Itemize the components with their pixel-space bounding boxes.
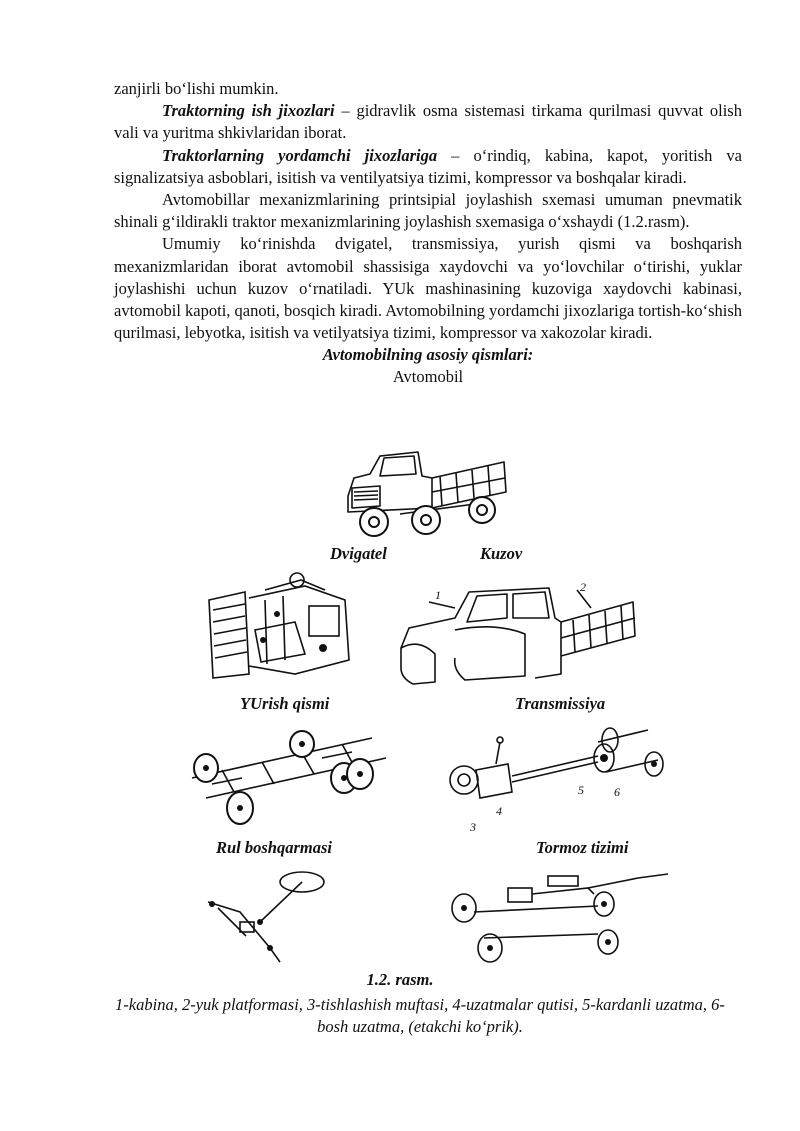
paragraph-4: Umumiy ko‘rinishda dvigatel, transmissiya, yurish qismi va boshqarish mexanizmlaridan iborat avtomobil shassisiga xaydovchi va yo‘lovchilar o‘tirishi, yuklar joylashishi uchun kuzov o‘rnatiladi. YUk mashinasining kuzoviga xaydovchi kabinasi, avtomobil kapoti, qanoti, bosqich kiradi. Avtomobilning yordamchi jixozlariga tortish-ko‘shish qurilmasi, lebyotka, isitish va vetilyatsiya tizimi, kompressor va xakozolar kiradi. (114, 234, 742, 343)
section-heading: Avtomobilning asosiy qismlari: (322, 345, 534, 365)
chassis-illustration (182, 722, 397, 832)
engine-drawing (205, 570, 365, 685)
truck-drawing (340, 448, 510, 546)
paragraph-2-lead: Traktorlarning yordamchi jixozlariga (162, 145, 438, 165)
callout-4: 4 (496, 804, 502, 818)
body-illustration (395, 578, 640, 690)
label-steering: Rul boshqarmasi (216, 838, 332, 857)
paragraph-2 (114, 145, 742, 189)
steering-drawing (200, 866, 330, 966)
label-running-gear: YUrish qismi (240, 694, 330, 713)
figure-caption-text: 1-kabina, 2-yuk platformasi, 3-tishlashish muftasi, 4-uzatmalar qutisi, 5-kardanli uzatma, 6-bosh uzatma, (etakchi ko‘prik). (115, 995, 725, 1036)
label-engine: Dvigatel (330, 544, 387, 563)
transmission-illustration (438, 722, 670, 832)
paragraph-3: Avtomobillar mexanizmlarining printsipial joylashish sxemasi umuman pnevmatik shinali g‘ildirakli traktor mexanizmlarining joylashish sxemasiga o‘xshaydi (1.2.rasm). (114, 190, 742, 232)
brake-illustration (438, 864, 678, 966)
paragraph-0: zanjirli bo‘lishi mumkin. (114, 79, 279, 98)
callout-3: 3 (470, 820, 476, 834)
figure-top-label: Avtomobil (392, 367, 464, 387)
callout-2: 2 (580, 580, 586, 594)
callout-1: 1 (435, 588, 441, 602)
transmission-drawing (438, 722, 670, 832)
brake-drawing (438, 864, 678, 966)
paragraph-1 (114, 100, 742, 144)
chassis-drawing (182, 722, 397, 832)
engine-illustration (205, 570, 365, 685)
paragraph-1-lead: Traktorning ish jixozlari (162, 101, 335, 121)
label-transmission: Transmissiya (515, 694, 606, 713)
callout-5: 5 (578, 783, 584, 797)
callout-6: 6 (614, 785, 620, 799)
truck-illustration (340, 448, 510, 546)
steering-illustration (200, 866, 330, 966)
body-drawing (395, 578, 640, 690)
paragraph-1-rest: – gidravlik osma sistemasi tirkama qurilmasi quvvat olish vali va yuritma shkivlaridan iborat. (114, 101, 742, 143)
paragraph-2-rest: – o‘rindiq, kabina, kapot, yoritish va signalizatsiya asboblari, isitish va ventilyatsiya tizimi, kompressor va boshqalar kiradi. (114, 145, 742, 187)
label-body: Kuzov (480, 544, 523, 563)
text-body (114, 78, 742, 388)
figure-caption-title: 1.2. rasm. (366, 970, 434, 989)
label-brakes: Tormoz tizimi (536, 838, 629, 857)
